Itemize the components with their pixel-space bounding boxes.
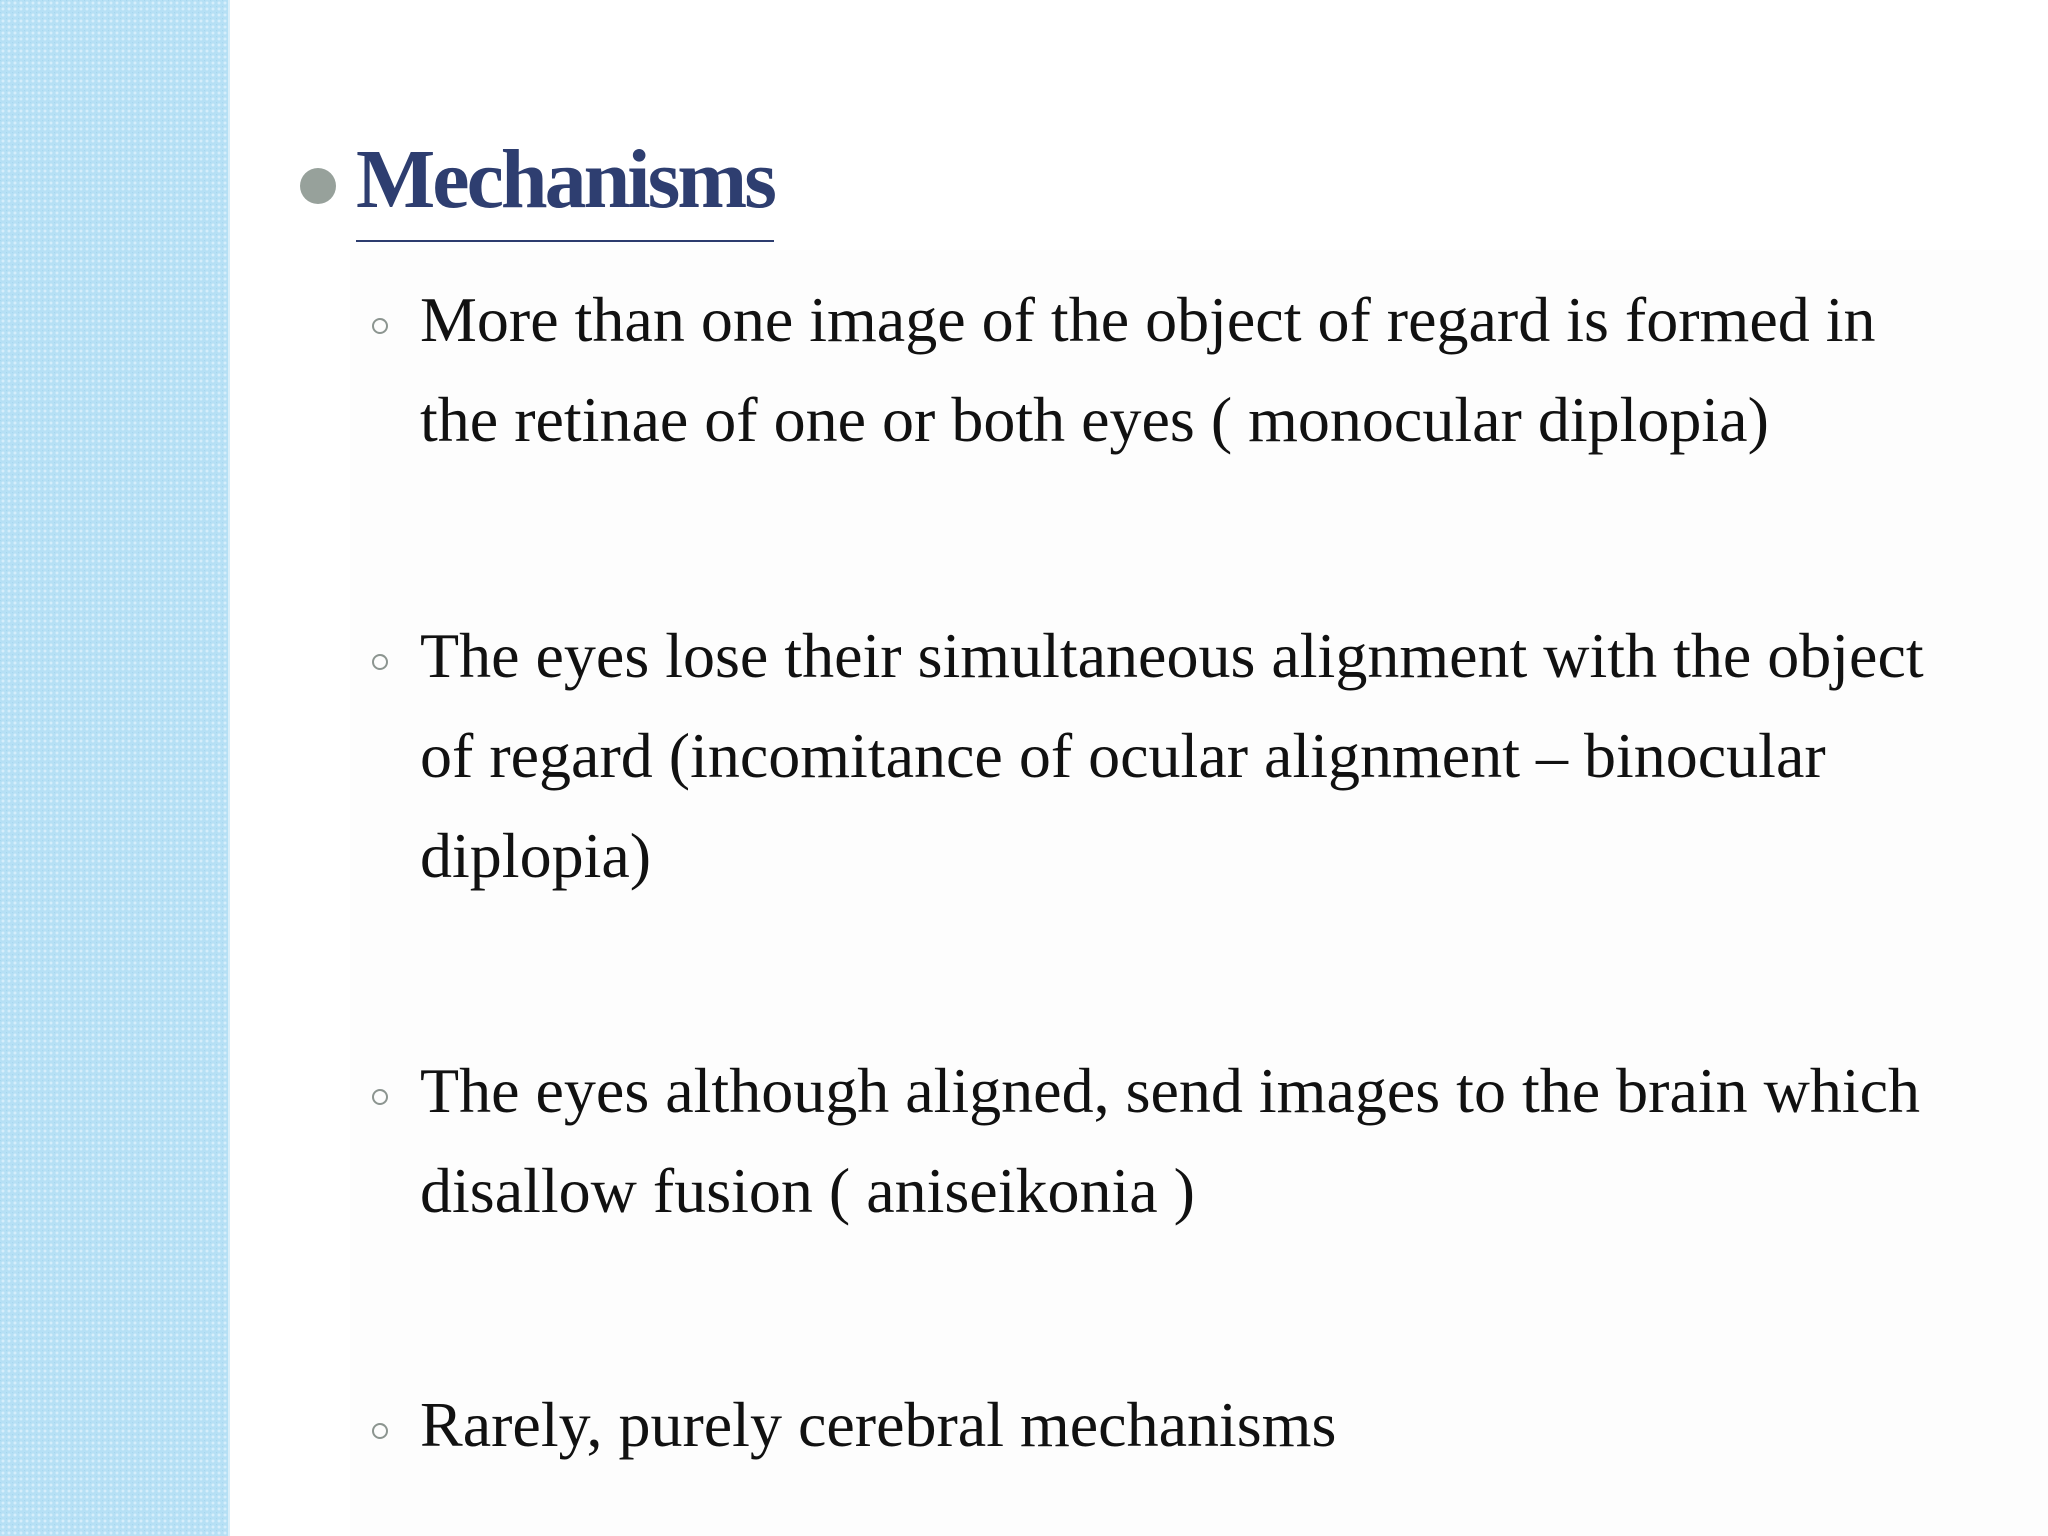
slide-heading: Mechanisms — [356, 138, 774, 242]
hollow-circle-bullet-icon — [372, 318, 388, 334]
bullet-text: Rarely, purely cerebral mechanisms — [420, 1389, 1337, 1460]
hollow-circle-bullet-icon — [372, 1423, 388, 1439]
bullet-text: More than one image of the object of regard is formed in the retinae of one or both eyes ( monocular diplopia) — [420, 284, 1876, 455]
heading-row — [300, 133, 774, 242]
left-decorative-band — [0, 0, 230, 1536]
bullet-text: The eyes although aligned, send images to the brain which disallow fusion ( aniseikonia ) — [420, 1055, 1921, 1226]
hollow-circle-bullet-icon — [372, 1089, 388, 1105]
heading-bullet-icon — [300, 168, 336, 204]
hollow-circle-bullet-icon — [372, 654, 388, 670]
bullet-text: The eyes lose their simultaneous alignment with the object of regard (incomitance of ocular alignment – binocular diplopia) — [420, 620, 1924, 891]
